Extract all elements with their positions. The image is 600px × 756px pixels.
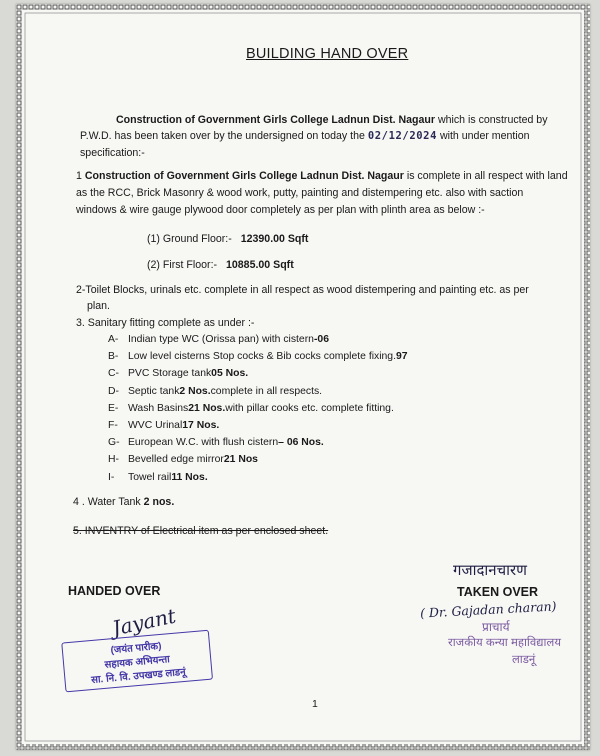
taken-place: लाडनूं — [512, 654, 536, 666]
sanitary-list — [108, 334, 408, 489]
intro-line-1 — [116, 112, 576, 129]
list-item: I- Towel rail 11 Nos. — [108, 471, 208, 483]
stamp-designation: सहायक अभियन्ता — [104, 654, 171, 671]
handover-date: 02/12/2024 — [367, 130, 438, 142]
stamp-office: सा. नि. वि. उपखण्ड लाडनूं — [90, 666, 187, 687]
intro-text-d: specification:- — [80, 147, 145, 159]
list-item: A- Indian type WC (Orissa pan) with cistern -06 — [108, 334, 329, 345]
document-page — [16, 4, 590, 750]
handed-over-label: HANDED OVER — [68, 584, 161, 598]
page-number: 1 — [312, 698, 318, 710]
list-item: C- PVC Storage tank 05 Nos. — [108, 368, 249, 380]
item2-line-1: 2-Toilet Blocks, urinals etc. complete in all respect as wood distempering and painting etc. as per — [76, 284, 529, 296]
list-item: B- Low level cisterns Stop cocks & Bib cocks complete fixing. 97 — [108, 351, 408, 363]
stamp-name: (जयंत पारीक) — [110, 640, 162, 657]
intro-text-c: with under mention — [439, 130, 530, 142]
item1-line-3: windows & wire gauge plywood door completely as per plan with plinth area as below :- — [76, 204, 485, 216]
intro-text-b: P.W.D. has been taken over by the undersigned on today the — [80, 130, 365, 142]
taken-signature: गजादानचारण — [453, 561, 528, 579]
taken-institution: राजकीय कन्या महाविद्यालय — [448, 637, 561, 649]
item1-line-2: as the RCC, Brick Masonry & wood work, putty, painting and distempering etc. also with saction — [76, 187, 524, 199]
floor-ground — [147, 231, 308, 248]
item1-bold: Construction of Government Girls College Ladnun Dist. Nagaur — [84, 170, 404, 182]
taken-designation: प्राचार्य — [482, 620, 510, 634]
taken-over-label: TAKEN OVER — [457, 585, 539, 599]
list-item: D- Septic tank 2 Nos. complete in all respects. — [108, 385, 323, 397]
intro-line-2 — [80, 128, 580, 145]
intro-text-a: which is constructed by — [435, 114, 548, 126]
floor-ground-value: 12390.00 Sqft — [240, 233, 309, 245]
list-item: G- European W.C. with flush cistern – 06 Nos. — [108, 437, 324, 449]
item4: 4 . Water Tank 2 nos. — [73, 496, 175, 508]
item1-text-a: is complete in all respect with land — [403, 170, 568, 182]
list-item: E- Wash Basins 21 Nos. with pillar cooks etc. complete fitting. — [108, 402, 394, 414]
floor-first — [147, 257, 294, 274]
intro-bold-lead: Construction of Government Girls College Ladnun Dist. Nagaur — [116, 114, 436, 126]
floor-first-value: 10885.00 Sqft — [226, 259, 294, 271]
page-title: BUILDING HAND OVER — [246, 46, 409, 62]
item5-struck: 5. INVENTRY of Electrical item as per enclosed sheet. — [73, 525, 329, 537]
item2-line-2: plan. — [87, 300, 110, 312]
item1-line-1 — [76, 168, 586, 185]
list-item: H- Bevelled edge mirror 21 Nos — [108, 454, 258, 466]
official-stamp — [61, 630, 215, 713]
item4-qty: 2 nos. — [143, 496, 175, 508]
list-item: F- WVC Urinal 17 Nos. — [108, 419, 220, 431]
floor-first-label: (2) First Floor:- — [147, 259, 218, 271]
handed-signature: Jayant — [110, 603, 178, 641]
taken-name: ( Dr. Gajadan charan) — [419, 598, 557, 621]
floor-ground-label: (1) Ground Floor:- — [147, 233, 232, 245]
item3-heading: 3. Sanitary fitting complete as under :- — [76, 317, 255, 329]
item1-num: 1 — [76, 170, 82, 182]
